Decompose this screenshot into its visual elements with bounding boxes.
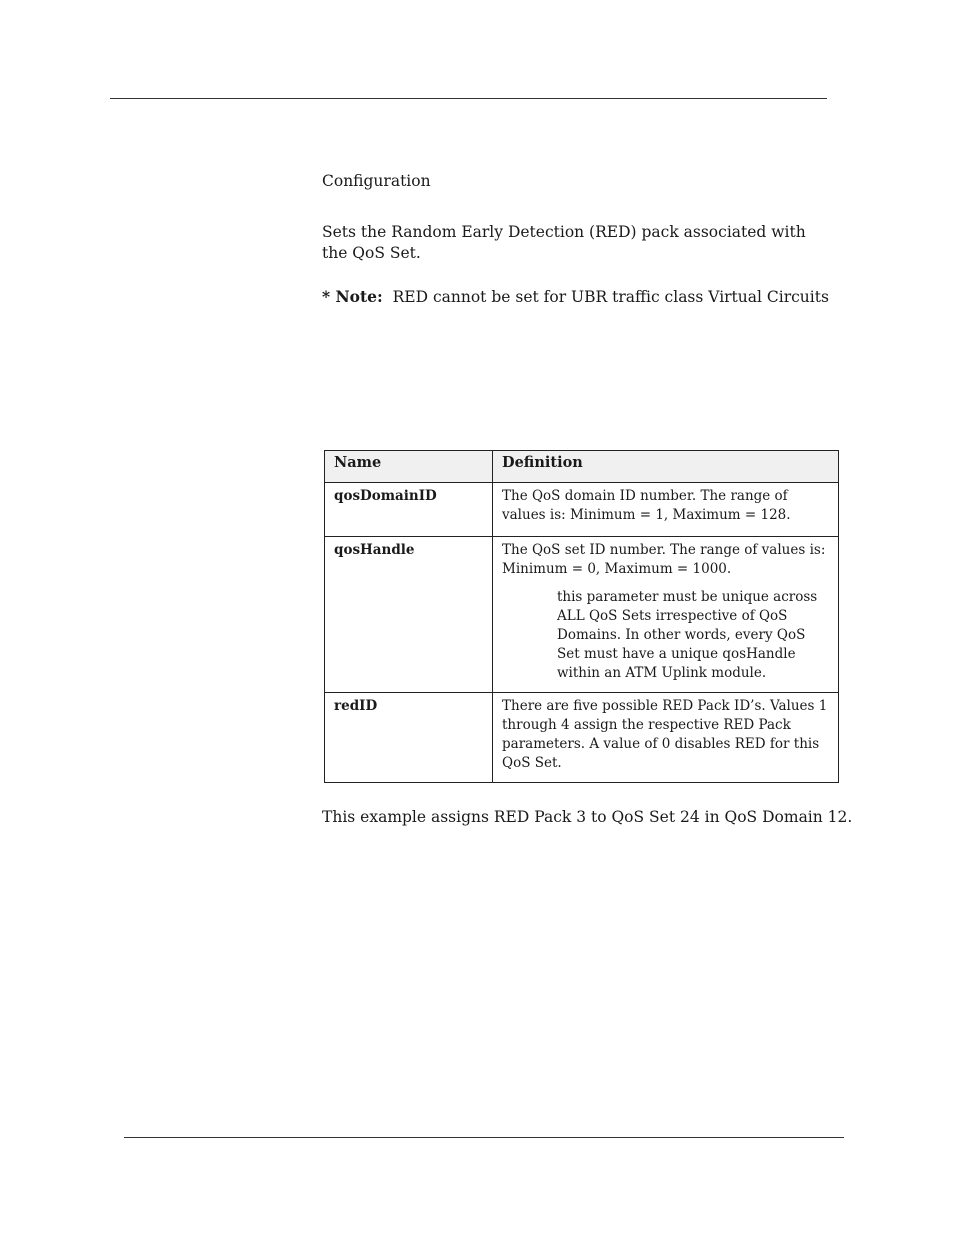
param-definition xyxy=(493,483,839,537)
command-description: Sets the Random Early Detection (RED) pack associated with the QoS Set. xyxy=(322,223,806,262)
definition-text: There are five possible RED Pack ID’s. Values 1 through 4 assign the respective RED Pack parameters. A value of 0 disables RED for this QoS Set. xyxy=(502,698,828,771)
table-header-row xyxy=(325,451,839,483)
definition-text: The QoS domain ID number. The range of values is: Minimum = 1, Maximum = 128. xyxy=(502,488,791,523)
param-name: redID xyxy=(325,693,493,783)
table-row xyxy=(325,483,839,537)
footer-rule xyxy=(124,1137,844,1138)
param-definition xyxy=(493,693,839,783)
example-text: This example assigns RED Pack 3 to QoS Set 24 in QoS Domain 12. xyxy=(322,808,853,826)
definition-note: this parameter must be unique across ALL QoS Sets irrespective of QoS Domains. In other words, every QoS Set must have a unique qosHandle within an ATM Uplink module. xyxy=(557,589,818,681)
command-note xyxy=(322,286,842,308)
param-name: qosDomainID xyxy=(325,483,493,537)
table-row xyxy=(325,537,839,693)
table-row xyxy=(325,693,839,783)
command-mode: Configuration xyxy=(322,172,431,190)
param-name: qosHandle xyxy=(325,537,493,693)
header-rule xyxy=(110,98,827,99)
param-definition xyxy=(493,537,839,693)
definition-text: The QoS set ID number. The range of values is: Minimum = 0, Maximum = 1000. xyxy=(502,542,826,577)
parameter-table xyxy=(324,450,839,783)
note-text: RED cannot be set for UBR traffic class Virtual Circuits xyxy=(392,288,829,306)
header-name: Name xyxy=(325,451,493,483)
header-definition: Definition xyxy=(493,451,839,483)
note-label: * Note: xyxy=(322,287,383,306)
